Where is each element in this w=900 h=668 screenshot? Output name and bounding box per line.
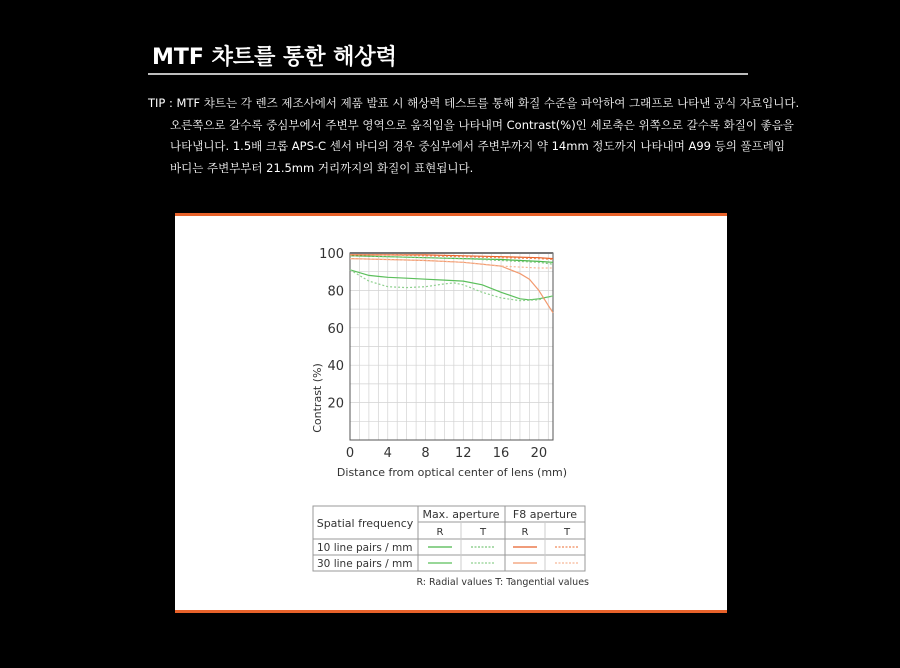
legend-row-10lp: 10 line pairs / mm <box>317 542 413 554</box>
x-axis-label: Distance from optical center of lens (mm) <box>336 466 568 479</box>
legend-sub-r-2: R <box>521 527 529 538</box>
tip-paragraph <box>148 93 800 179</box>
x-tick-label: 12 <box>455 446 472 461</box>
chart-series <box>350 255 553 313</box>
legend-sub-r-1: R <box>436 527 444 538</box>
mtf-chart <box>175 213 727 611</box>
x-tick-label: 8 <box>421 446 430 461</box>
x-tick-label: 0 <box>345 446 355 461</box>
chart-legend-table <box>313 506 585 571</box>
tip-line-3: 나타냅니다. 1.5배 크롭 APS-C 센서 바디의 경우 중심부에서 주변부까지 약 14mm 정도까지 나타내며 A99 등의 풀프레임 <box>170 139 785 153</box>
x-tick-label: 20 <box>530 446 548 461</box>
title-divider <box>148 73 748 75</box>
legend-row-30lp: 30 line pairs / mm <box>317 558 413 570</box>
tip-line-4: 바디는 주변부부터 21.5mm 거리까지의 화질이 표현됩니다. <box>170 160 474 175</box>
y-tick-label: 80 <box>327 284 344 300</box>
series-line-5 <box>350 270 553 300</box>
y-tick-label: 60 <box>327 321 344 337</box>
legend-col-max-aperture: Max. aperture <box>422 508 500 521</box>
y-tick-label: 20 <box>327 396 344 412</box>
panel-top-border <box>175 213 727 216</box>
x-tick-label: 16 <box>492 446 510 461</box>
y-tick-label: 40 <box>327 359 344 375</box>
tip-line-1: TIP : MTF 챠트는 각 렌즈 제조사에서 제품 발표 시 해상력 테스트를 통해 화질 수준을 파악하여 그래프로 나타낸 공식 자료입니다. <box>148 96 800 110</box>
page-title: MTF 챠트를 통한 해상력 <box>152 45 397 70</box>
y-tick-label: 100 <box>319 247 344 262</box>
legend-col-f8-aperture: F8 aperture <box>512 508 578 521</box>
legend-note: R: Radial values T: Tangential values <box>416 577 589 588</box>
y-axis-label: Contrast (%) <box>311 363 324 433</box>
panel-bottom-border <box>175 610 727 613</box>
legend-sub-t-1: T <box>479 527 487 538</box>
legend-row-header: Spatial frequency <box>316 517 414 530</box>
x-tick-label: 4 <box>383 446 392 461</box>
tip-line-2: 오른쪽으로 갈수록 중심부에서 주변부 영역으로 움직임을 나타내며 Contrast(%)인 세로축은 위쪽으로 갈수록 화질이 좋음을 <box>170 117 794 132</box>
mtf-chart-panel <box>175 213 727 611</box>
legend-sub-t-2: T <box>563 527 571 538</box>
